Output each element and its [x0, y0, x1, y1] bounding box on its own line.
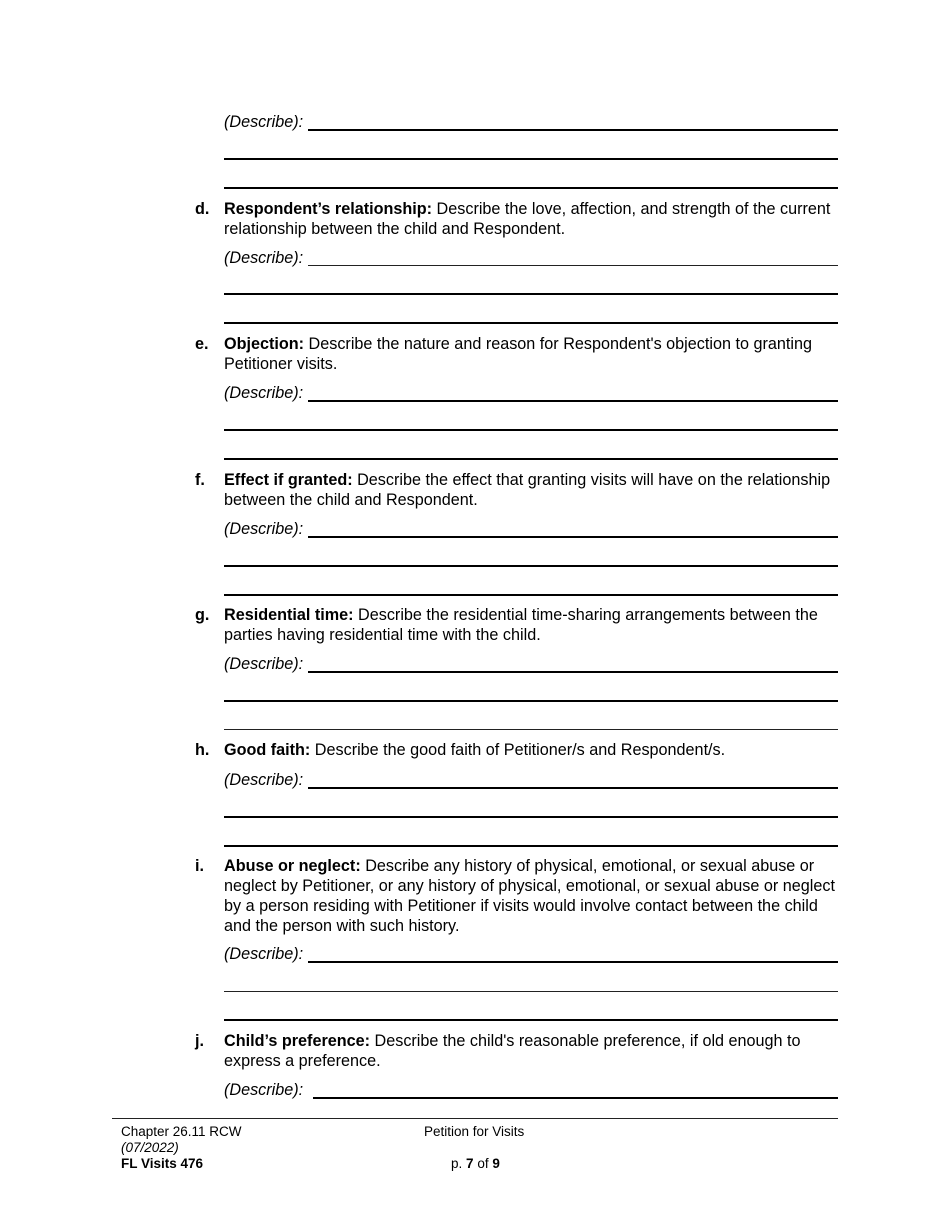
- item-description: Describe the love, affection, and strength of the current relationship between the child and Respondent.: [224, 200, 831, 238]
- describe-label: (Describe):: [224, 655, 304, 673]
- answer-line[interactable]: [224, 845, 838, 847]
- answer-line[interactable]: [308, 961, 838, 963]
- item-i-text: [224, 856, 839, 936]
- describe-label: (Describe):: [224, 945, 304, 963]
- footer-form-title: Petition for Visits: [424, 1124, 525, 1139]
- answer-line[interactable]: [224, 293, 838, 295]
- footer-page-number: [451, 1156, 500, 1172]
- item-d-text: [224, 199, 839, 239]
- item-description: Describe any history of physical, emotional, or sexual abuse or neglect by Petitioner, or any history of physical, emotional, or sexual abuse or neglect by a person residing with Petitioner if visits would involve contact between the child and the person with such history.: [224, 857, 835, 935]
- answer-line[interactable]: [224, 429, 838, 431]
- item-letter: h.: [195, 741, 210, 759]
- item-letter: g.: [195, 606, 210, 624]
- describe-label: (Describe):: [224, 113, 304, 131]
- describe-label: (Describe):: [224, 771, 304, 789]
- footer-date: (07/2022): [121, 1140, 179, 1155]
- item-title: Abuse or neglect:: [224, 857, 361, 875]
- answer-line[interactable]: [224, 729, 838, 730]
- answer-line[interactable]: [308, 671, 838, 673]
- answer-line[interactable]: [224, 322, 838, 324]
- answer-line[interactable]: [224, 816, 838, 818]
- item-description: Describe the nature and reason for Respondent's objection to granting Petitioner visits.: [224, 335, 812, 373]
- item-description: Describe the child's reasonable preference, if old enough to express a preference.: [224, 1032, 801, 1070]
- page-prefix: p.: [451, 1156, 463, 1171]
- describe-label: (Describe):: [224, 1081, 304, 1099]
- answer-line[interactable]: [224, 187, 838, 189]
- answer-line[interactable]: [224, 594, 838, 596]
- item-letter: i.: [195, 857, 204, 875]
- answer-line[interactable]: [313, 1097, 838, 1099]
- item-letter: j.: [195, 1032, 204, 1050]
- answer-line[interactable]: [308, 400, 838, 402]
- footer-statute: Chapter 26.11 RCW: [121, 1124, 242, 1139]
- answer-line[interactable]: [224, 458, 838, 460]
- item-title: Objection:: [224, 335, 305, 353]
- answer-line[interactable]: [224, 1019, 838, 1021]
- footer-divider: [112, 1118, 838, 1119]
- describe-label: (Describe):: [224, 249, 304, 267]
- item-description: Describe the good faith of Petitioner/s and Respondent/s.: [310, 741, 726, 759]
- item-j-text: [224, 1031, 839, 1071]
- item-f-text: [224, 470, 839, 510]
- answer-line[interactable]: [224, 700, 838, 702]
- item-letter: f.: [195, 471, 205, 489]
- item-letter: d.: [195, 200, 210, 218]
- item-h-text: [224, 740, 839, 760]
- item-e-text: [224, 334, 839, 374]
- describe-label: (Describe):: [224, 520, 304, 538]
- item-description: Describe the residential time-sharing arrangements between the parties having residential time with the child.: [224, 606, 818, 644]
- footer-form-id: FL Visits 476: [121, 1156, 204, 1171]
- item-title: Effect if granted:: [224, 471, 353, 489]
- page-total: 9: [492, 1156, 500, 1171]
- item-title: Residential time:: [224, 606, 354, 624]
- answer-line[interactable]: [308, 787, 838, 789]
- answer-line[interactable]: [308, 265, 838, 266]
- answer-line[interactable]: [224, 158, 838, 160]
- page-of: of: [477, 1156, 489, 1171]
- item-g-text: [224, 605, 839, 645]
- item-title: Good faith:: [224, 741, 311, 759]
- describe-label: (Describe):: [224, 384, 304, 402]
- answer-line[interactable]: [308, 536, 838, 538]
- page-current: 7: [466, 1156, 474, 1171]
- answer-line[interactable]: [308, 129, 838, 131]
- item-title: Respondent’s relationship:: [224, 200, 433, 218]
- item-letter: e.: [195, 335, 209, 353]
- item-description: Describe the effect that granting visits will have on the relationship between the child and Respondent.: [224, 471, 831, 509]
- item-title: Child’s preference:: [224, 1032, 371, 1050]
- answer-line[interactable]: [224, 565, 838, 567]
- answer-line[interactable]: [224, 991, 838, 992]
